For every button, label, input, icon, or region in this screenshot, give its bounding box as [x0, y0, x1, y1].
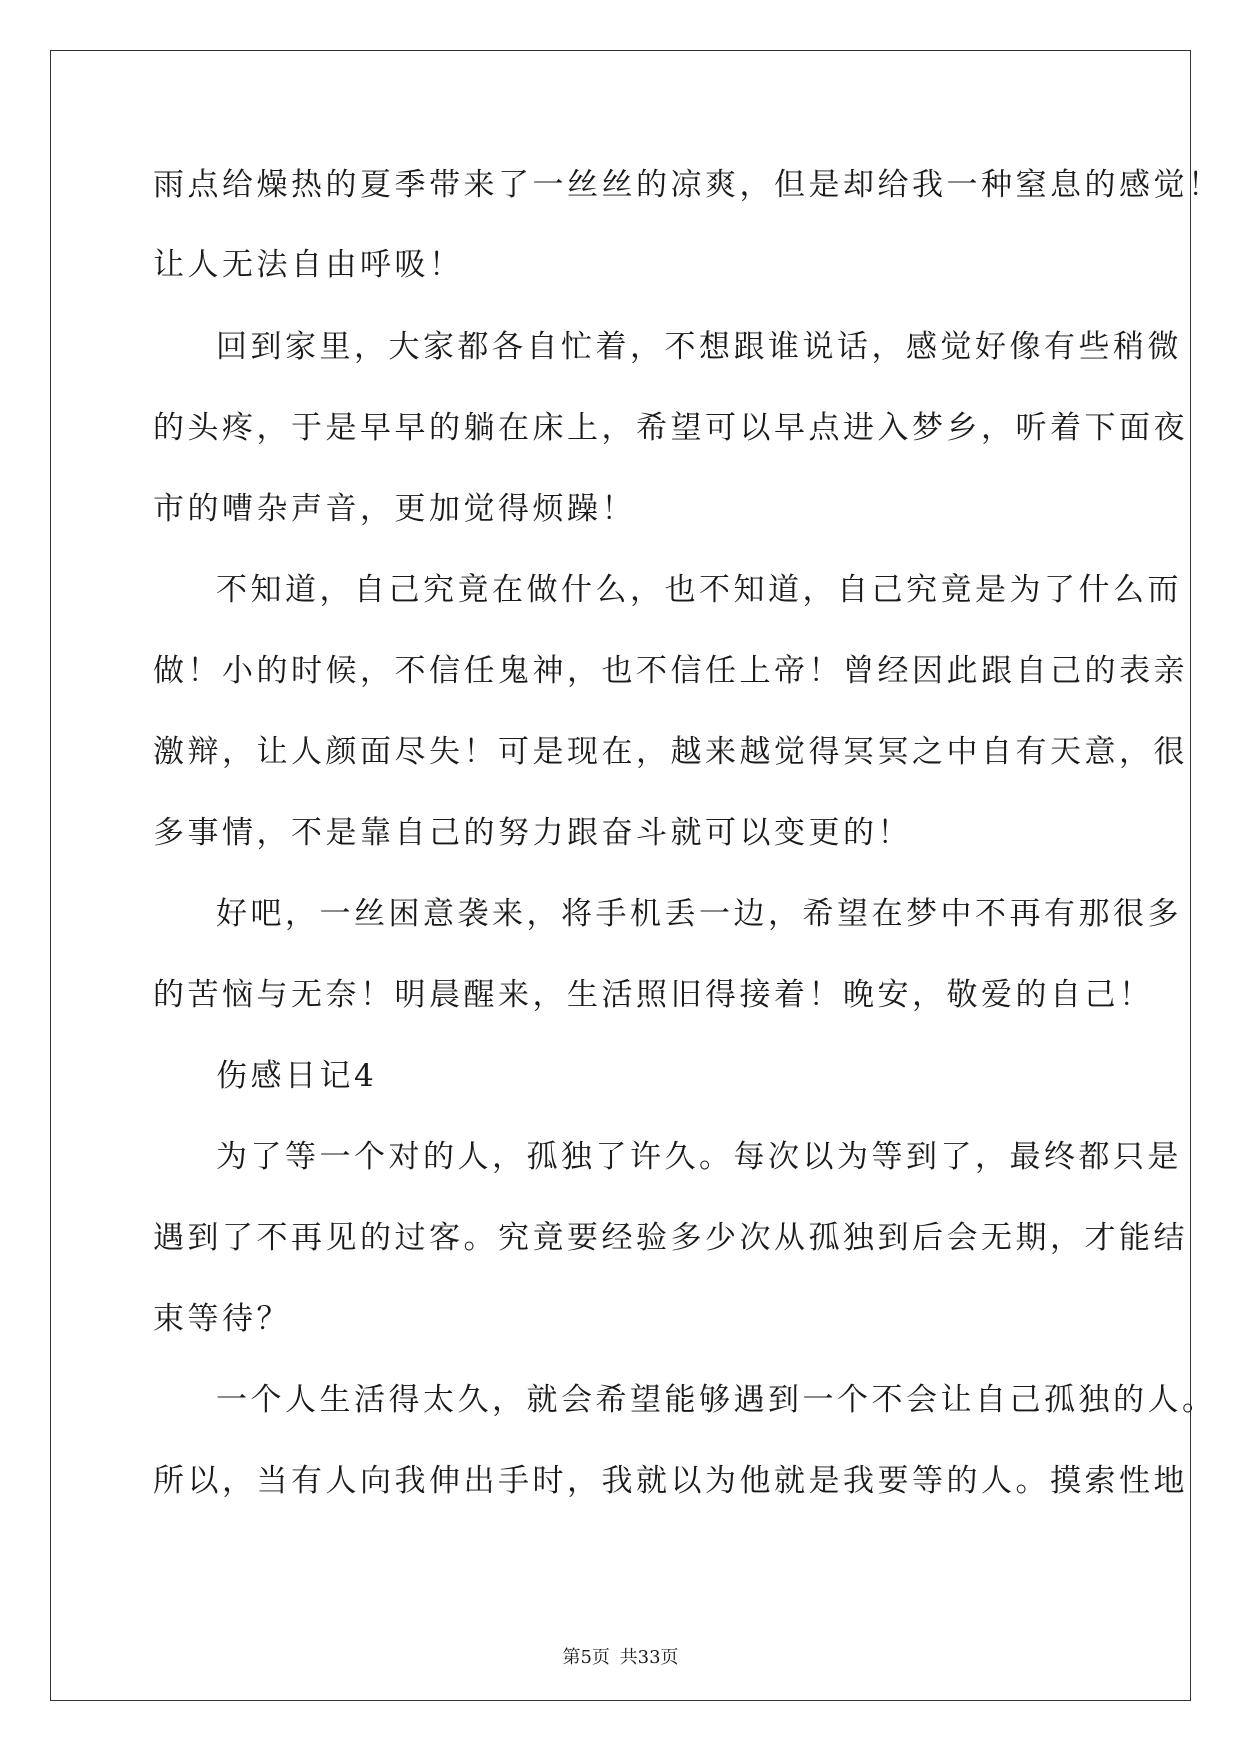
text-line: 束等待？	[153, 1301, 291, 1337]
text-line: 让人无法自由呼吸！	[153, 247, 464, 283]
paragraph-start-line: 一个人生活得太久，就会希望能够遇到一个不会让自己孤独的人。	[216, 1382, 1217, 1418]
text-line: 的苦恼与无奈！明晨醒来，生活照旧得接着！晚安，敬爱的自己！	[153, 977, 1154, 1013]
text-line: 雨点给燥热的夏季带来了一丝丝的凉爽，但是却给我一种窒息的感觉！	[153, 167, 1223, 203]
text-line: 市的嘈杂声音，更加觉得烦躁！	[153, 491, 636, 527]
paragraph-start-line: 为了等一个对的人，孤独了许久。每次以为等到了，最终都只是	[216, 1139, 1182, 1175]
text-line: 多事情，不是靠自己的努力跟奋斗就可以变更的！	[153, 815, 912, 851]
text-line: 激辩，让人颜面尽失！可是现在，越来越觉得冥冥之中自有天意，很	[153, 734, 1188, 770]
paragraph-start-line: 回到家里，大家都各自忙着，不想跟谁说话，感觉好像有些稍微	[216, 329, 1182, 365]
text-line: 所以，当有人向我伸出手时，我就以为他就是我要等的人。摸索性地	[153, 1463, 1188, 1499]
paragraph-start-line: 好吧，一丝困意袭来，将手机丢一边，希望在梦中不再有那很多	[216, 896, 1182, 932]
text-line: 遇到了不再见的过客。究竟要经验多少次从孤独到后会无期，才能结	[153, 1220, 1188, 1256]
page-border	[50, 50, 1191, 1701]
text-line: 做！小的时候，不信任鬼神，也不信任上帝！曾经因此跟自己的表亲	[153, 653, 1188, 689]
page-number: 第5页	[562, 1647, 610, 1668]
page-footer	[0, 1643, 1241, 1669]
section-heading: 伤感日记4	[216, 1058, 378, 1094]
paragraph-start-line: 不知道，自己究竟在做什么，也不知道，自己究竟是为了什么而	[216, 572, 1182, 608]
text-line: 的头疼，于是早早的躺在床上，希望可以早点进入梦乡，听着下面夜	[153, 410, 1188, 446]
total-pages: 共33页	[619, 1647, 679, 1668]
